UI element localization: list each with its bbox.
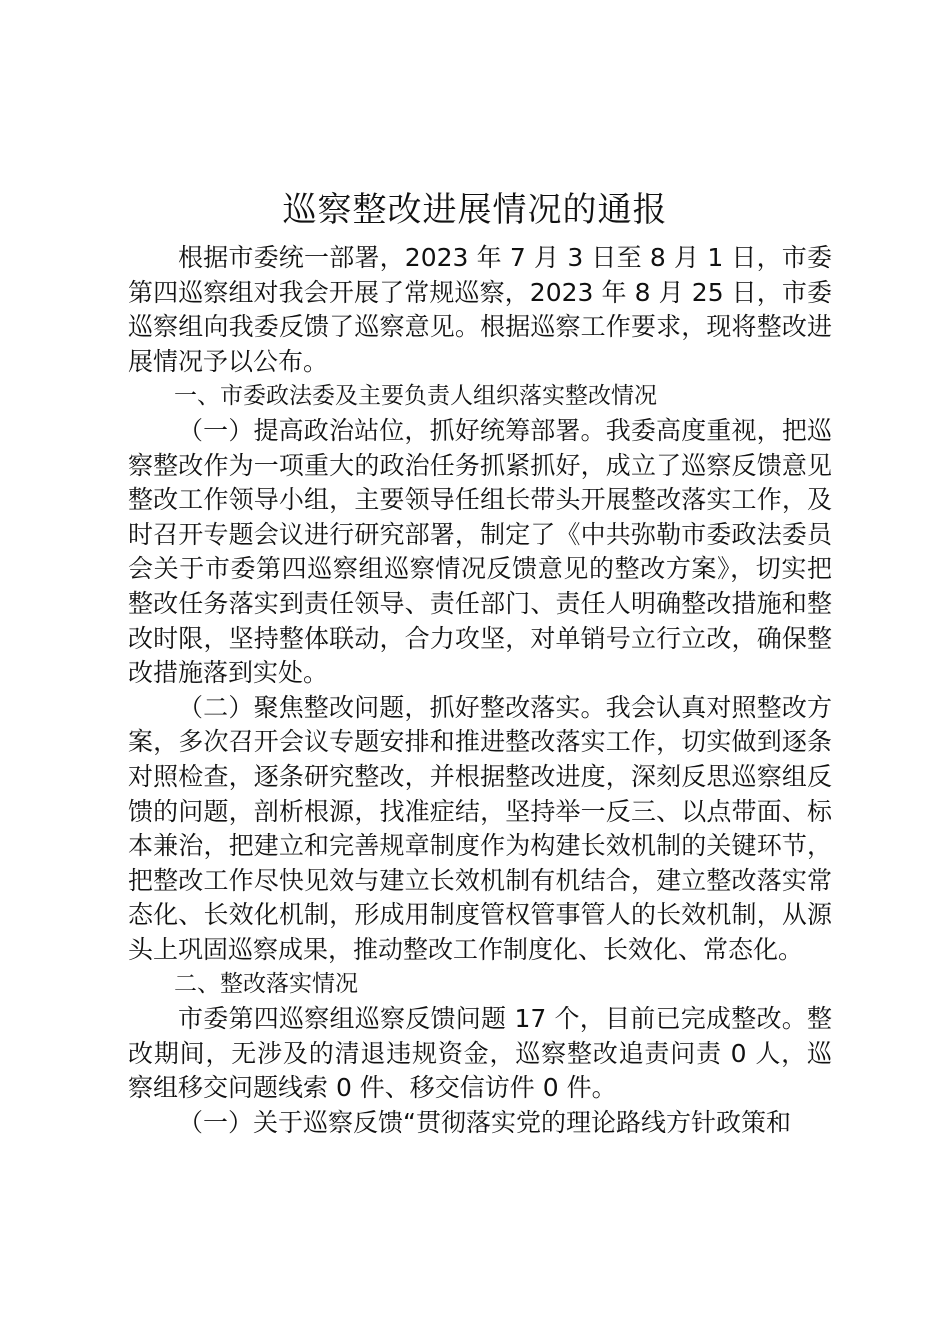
paragraph-2-summary: 市委第四巡察组巡察反馈问题 17 个，目前已完成整改。整改期间，无涉及的清退违规资金，巡察整改追责问责 0 人，巡察组移交问题线索 0 件、移交信访件 0 件。 (128, 1004, 832, 1103)
intro-paragraph: 根据市委统一部署，2023 年 7 月 3 日至 8 月 1 日，市委第四巡察组对我会开展了常规巡察，2023 年 8 月 25 日，市委巡察组向我委反馈了巡察意见。根据巡察工作要求，现将整改进展情况予以公布。 (128, 243, 832, 376)
section-heading-1: 一、市委政法委及主要负责人组织落实整改情况 (174, 383, 657, 410)
section-heading-2: 二、整改落实情况 (174, 971, 358, 998)
document-title: 巡察整改进展情况的通报 (282, 190, 668, 230)
paragraph-1-2: （二）聚焦整改问题，抓好整改落实。我会认真对照整改方案，多次召开会议专题安排和推进整改落实工作，切实做到逐条对照检查，逐条研究整改，并根据整改进度，深刻反思巡察组反馈的问题，剖析根源，找准症结，坚持举一反三、以点带面、标本兼治，把建立和完善规章制度作为构建长效机制的关键环节，把整改工作尽快见效与建立长效机制有机结合，建立整改落实常态化、长效化机制，形成用制度管权管事管人的长效机制，从源头上巩固巡察成果，推动整改工作制度化、长效化、常态化。 (128, 692, 832, 964)
paragraph-2-1: （一）关于巡察反馈“贯彻落实党的理论路线方针政策和 (178, 1107, 791, 1137)
paragraph-1-1: （一）提高政治站位，抓好统筹部署。我委高度重视，把巡察整改作为一项重大的政治任务抓紧抓好，成立了巡察反馈意见整改工作领导小组，主要领导任组长带头开展整改落实工作，及时召开专题会议进行研究部署，制定了《中共弥勒市委政法委员会关于市委第四巡察组巡察情况反馈意见的整改方案》，切实把整改任务落实到责任领导、责任部门、责任人明确整改措施和整改时限，坚持整体联动，合力攻坚，对单销号立行立改，确保整改措施落到实处。 (128, 415, 832, 688)
document-body (128, 241, 832, 1140)
